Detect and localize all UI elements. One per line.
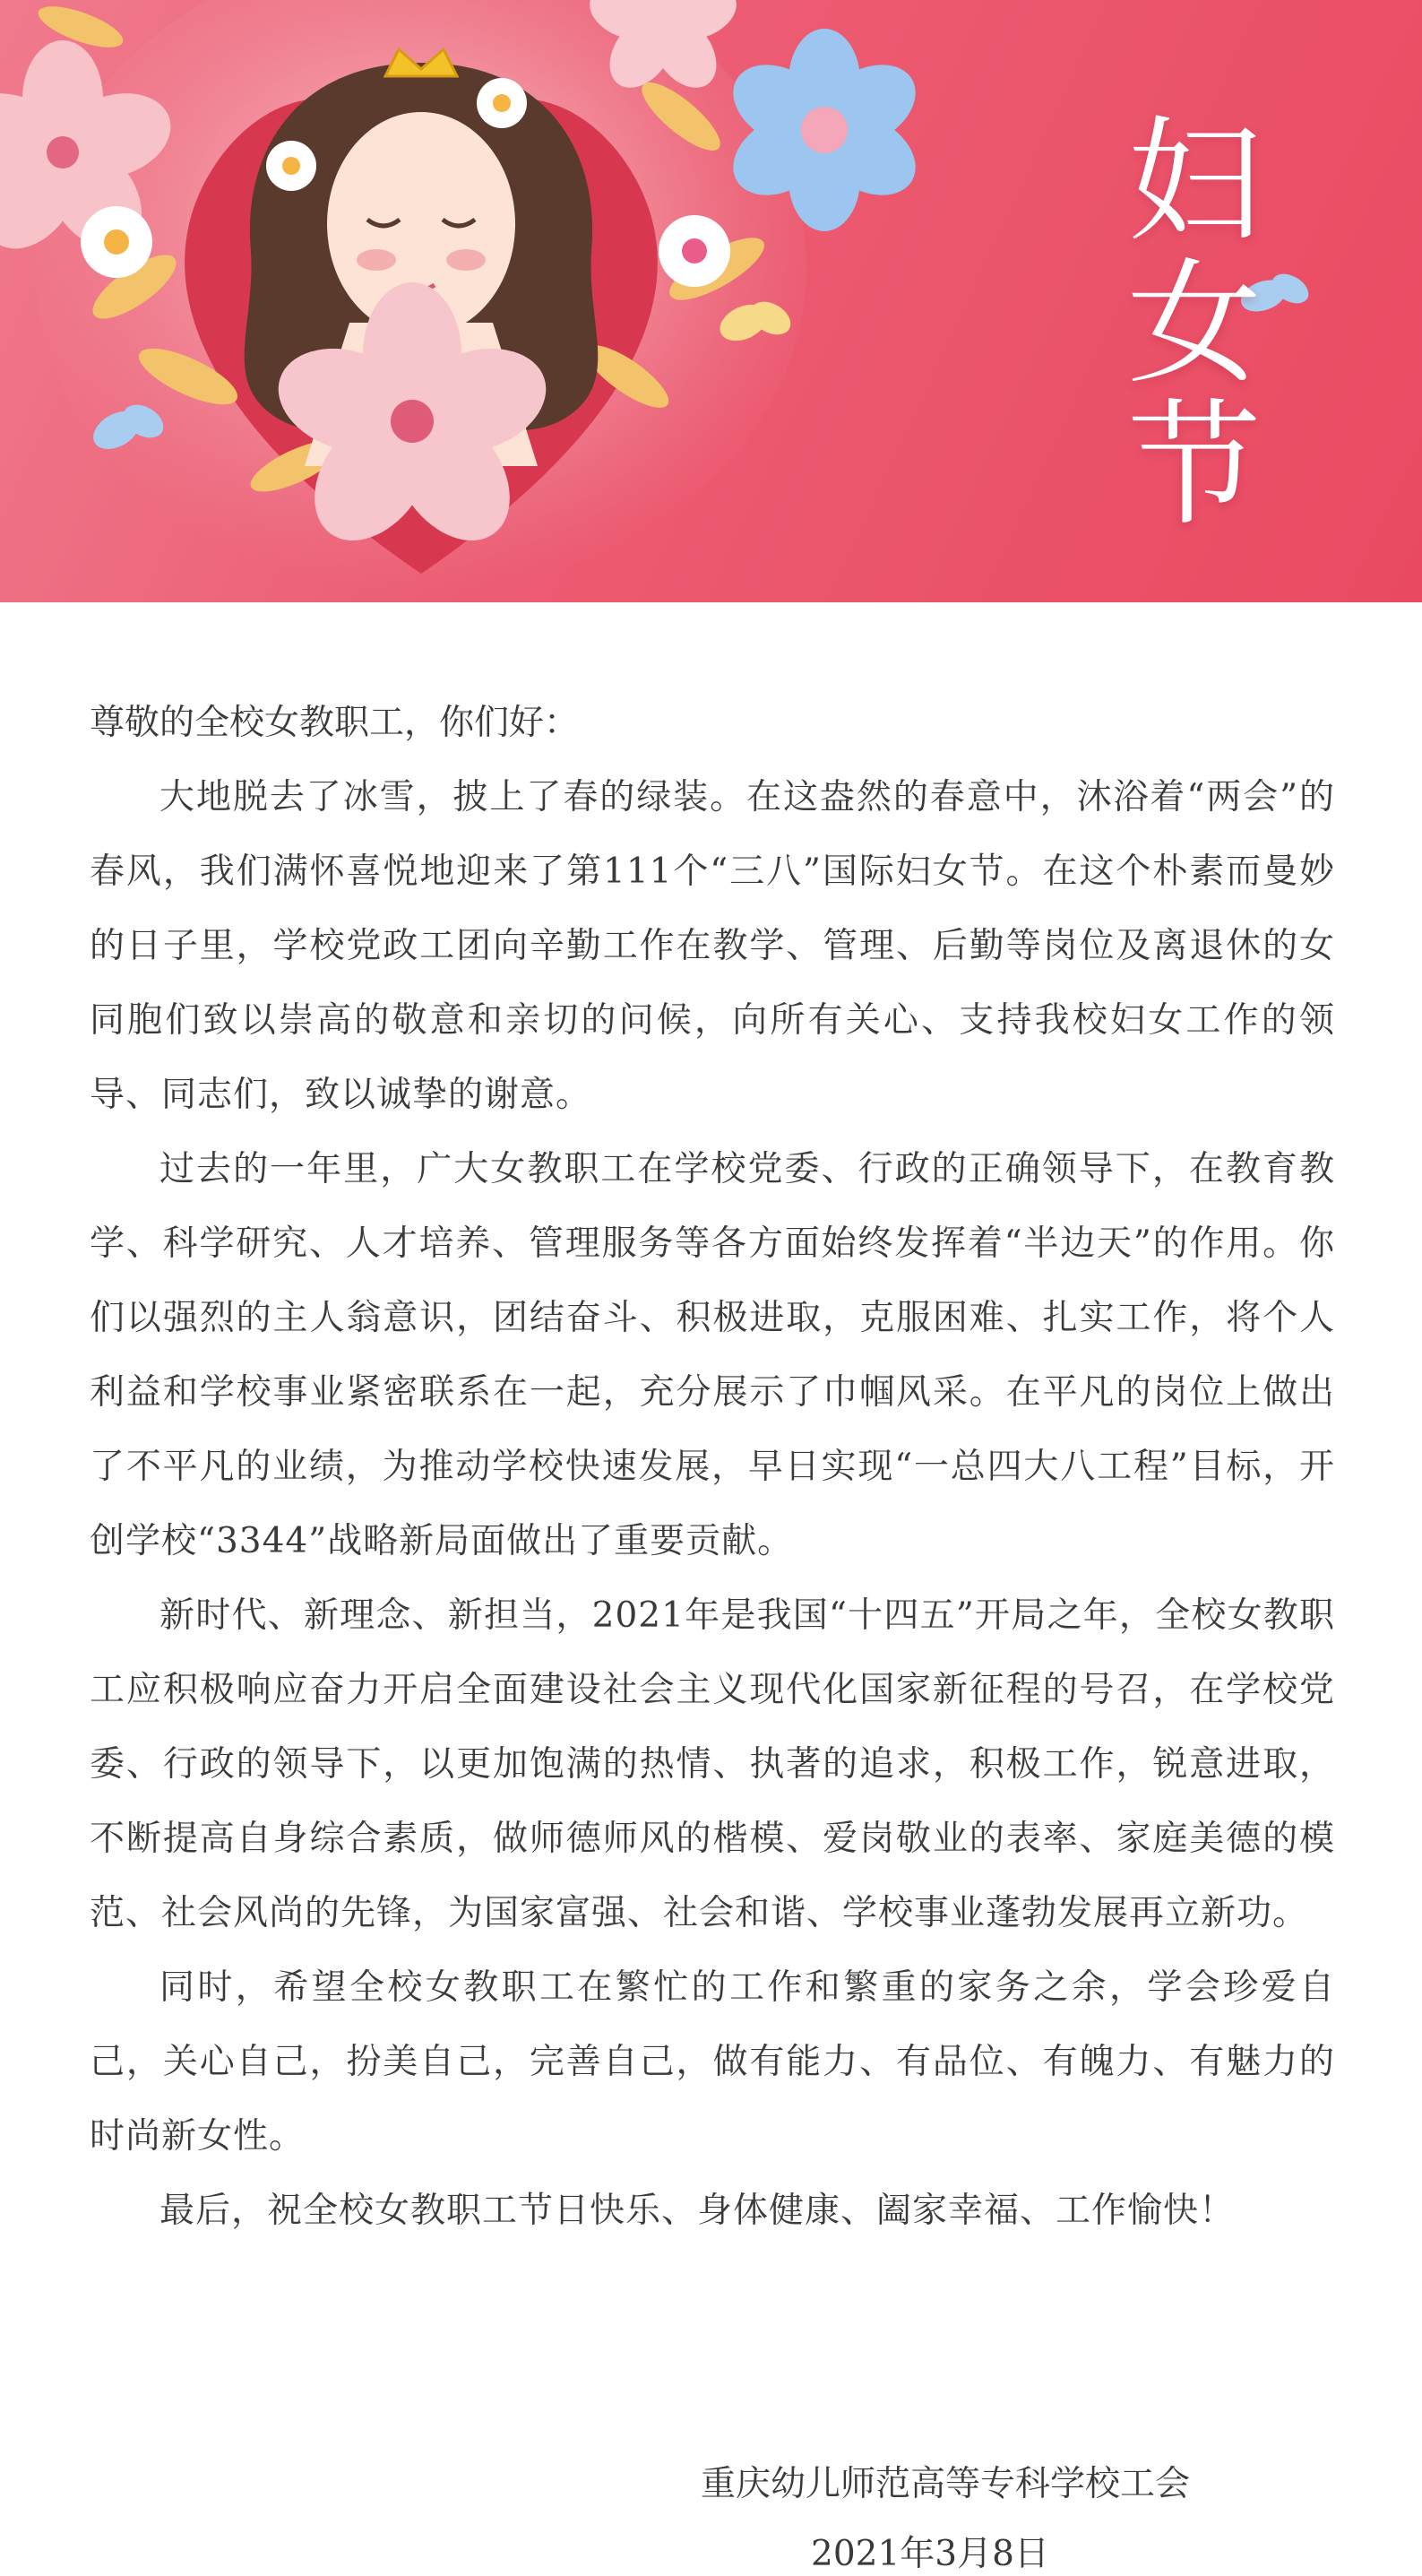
letter-paragraph: 大地脱去了冰雪，披上了春的绿装。在这盎然的春意中，沐浴着“两会”的春风，我们满怀喜悦地迎来了第111个“三八”国际妇女节。在这个朴素而曼妙的日子里，学校党政工团向辛勤工作在教学、管理、后勤等岗位及离退休的女同胞们致以崇高的敬意和亲切的问候，向所有关心、支持我校妇女工作的领导、同志们，致以诚挚的谢意。 xyxy=(90,777,1335,1115)
letter-body xyxy=(90,686,1335,2248)
banner-title-char: 节 xyxy=(1126,388,1262,544)
letter-paragraph: 最后，祝全校女教职工节日快乐、身体健康、阖家幸福、工作愉快！ xyxy=(159,2191,1236,2231)
letter-paragraph: 同时，希望全校女教职工在繁忙的工作和繁重的家务之余，学会珍爱自己，关心自己，扮美自己，完善自己，做有能力、有品位、有魄力、有魅力的时尚新女性。 xyxy=(90,1967,1335,2157)
letter-paragraph: 新时代、新理念、新担当，2021年是我国“十四五”开局之年，全校女教职工应积极响应奋力开启全面建设社会主义现代化国家新征程的号召，在学校党委、行政的领导下，以更加饱满的热情、执著的追求，积极工作，锐意进取，不断提高自身综合素质，做师德师风的楷模、爱岗敬业的表率、家庭美德的模范、社会风尚的先锋，为国家富强、社会和谐、学校事业蓬勃发展再立新功。 xyxy=(90,1595,1335,1933)
letter-greeting: 尊敬的全校女教职工，你们好： xyxy=(90,703,580,743)
banner-title-char: 女 xyxy=(1126,246,1262,402)
header-banner xyxy=(0,0,1422,602)
signature-date: 2021年3月8日 xyxy=(811,2534,1049,2574)
letter-paragraph: 过去的一年里，广大女教职工在学校党委、行政的正确领导下，在教育教学、科学研究、人才培养、管理服务等各方面始终发挥着“半边天”的作用。你们以强烈的主人翁意识，团结奋斗、积极进取，克服困难、扎实工作，将个人利益和学校事业紧密联系在一起，充分展示了巾帼风采。在平凡的岗位上做出了不平凡的业绩，为推动学校快速发展，早日实现“一总四大八工程”目标，开创学校“3344”战略新局面做出了重要贡献。 xyxy=(90,1149,1335,1561)
signature-org: 重庆幼儿师范高等专科学校工会 xyxy=(701,2464,1191,2504)
banner-title xyxy=(1109,105,1280,544)
banner-title-char: 妇 xyxy=(1126,105,1262,261)
